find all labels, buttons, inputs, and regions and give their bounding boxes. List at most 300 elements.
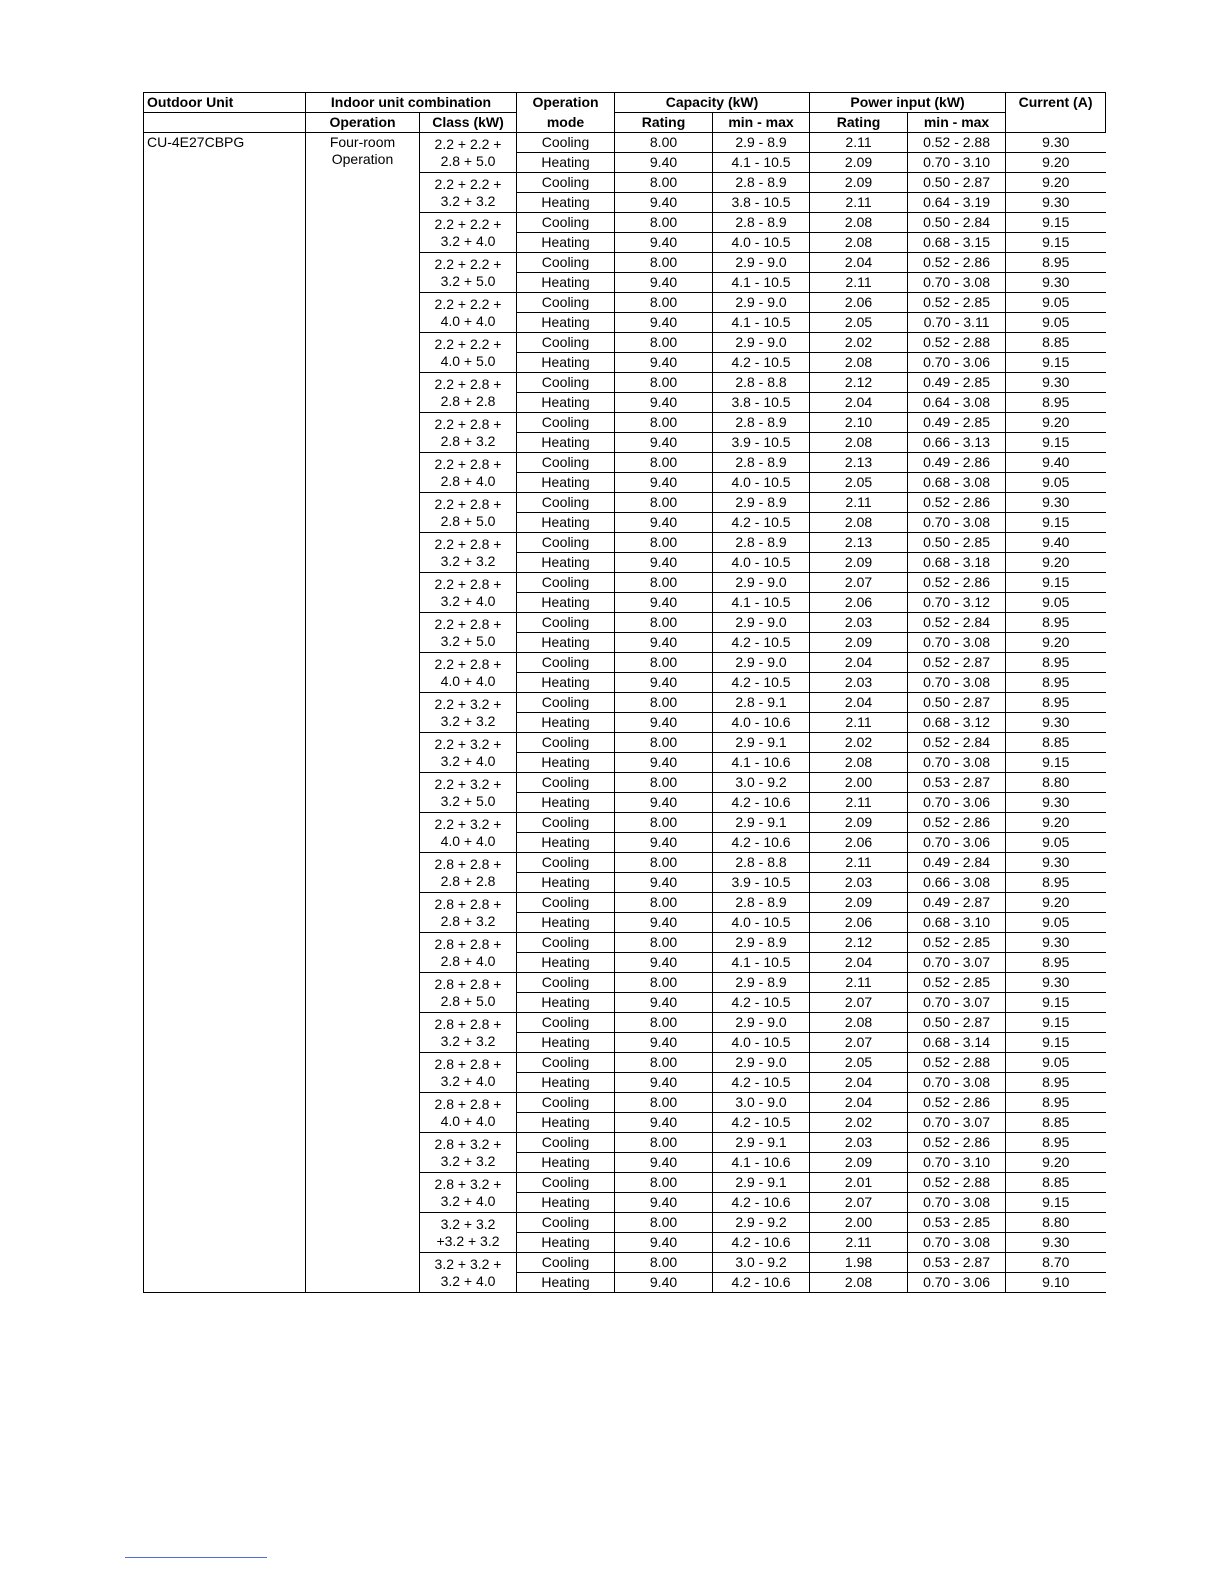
current-cell: 9.30 bbox=[1006, 713, 1106, 733]
power-rating-cell: 2.08 bbox=[810, 433, 908, 453]
class-line1: 2.2 + 3.2 + bbox=[434, 735, 502, 752]
power-rating-cell: 2.07 bbox=[810, 573, 908, 593]
capacity-min-max-cell: 4.2 - 10.5 bbox=[713, 513, 810, 533]
capacity-min-max-cell: 4.2 - 10.6 bbox=[713, 1273, 810, 1293]
class-cell bbox=[420, 333, 517, 373]
operation-mode-cell: Cooling bbox=[517, 1173, 615, 1193]
header-capacity-min-max: min - max bbox=[713, 113, 810, 133]
operation-mode-cell: Cooling bbox=[517, 1213, 615, 1233]
class-line2: 2.8 + 5.0 bbox=[440, 512, 496, 529]
class-cell bbox=[420, 133, 517, 173]
power-min-max-cell: 0.70 - 3.08 bbox=[908, 273, 1006, 293]
capacity-rating-cell: 9.40 bbox=[615, 513, 713, 533]
power-min-max-cell: 0.52 - 2.86 bbox=[908, 493, 1006, 513]
header-power-input: Power input (kW) bbox=[810, 93, 1006, 113]
power-min-max-cell: 0.49 - 2.87 bbox=[908, 893, 1006, 913]
class-cell bbox=[420, 733, 517, 773]
power-rating-cell: 2.09 bbox=[810, 153, 908, 173]
operation-mode-cell: Cooling bbox=[517, 933, 615, 953]
power-min-max-cell: 0.53 - 2.87 bbox=[908, 1253, 1006, 1273]
power-rating-cell: 2.07 bbox=[810, 1033, 908, 1053]
power-min-max-cell: 0.50 - 2.85 bbox=[908, 533, 1006, 553]
capacity-min-max-cell: 2.8 - 9.1 bbox=[713, 693, 810, 713]
power-rating-cell: 2.00 bbox=[810, 773, 908, 793]
operation-mode-cell: Heating bbox=[517, 473, 615, 493]
operation-mode-cell: Heating bbox=[517, 353, 615, 373]
current-cell: 8.95 bbox=[1006, 653, 1106, 673]
class-cell bbox=[420, 1253, 517, 1293]
capacity-min-max-cell: 2.9 - 9.0 bbox=[713, 333, 810, 353]
capacity-rating-cell: 9.40 bbox=[615, 313, 713, 333]
current-cell: 9.15 bbox=[1006, 353, 1106, 373]
current-cell: 8.95 bbox=[1006, 1073, 1106, 1093]
class-line2: 3.2 + 4.0 bbox=[440, 1272, 496, 1289]
capacity-rating-cell: 8.00 bbox=[615, 213, 713, 233]
capacity-min-max-cell: 2.9 - 9.0 bbox=[713, 653, 810, 673]
power-min-max-cell: 0.50 - 2.87 bbox=[908, 693, 1006, 713]
capacity-rating-cell: 8.00 bbox=[615, 373, 713, 393]
power-rating-cell: 2.09 bbox=[810, 633, 908, 653]
class-line1: 2.8 + 2.8 + bbox=[434, 935, 502, 952]
power-rating-cell: 2.09 bbox=[810, 553, 908, 573]
class-line2: 3.2 + 5.0 bbox=[440, 272, 496, 289]
operation-mode-cell: Heating bbox=[517, 993, 615, 1013]
class-cell bbox=[420, 893, 517, 933]
operation-mode-cell: Heating bbox=[517, 193, 615, 213]
capacity-min-max-cell: 2.8 - 8.9 bbox=[713, 213, 810, 233]
capacity-rating-cell: 8.00 bbox=[615, 333, 713, 353]
class-cell bbox=[420, 573, 517, 613]
current-cell: 9.15 bbox=[1006, 513, 1106, 533]
current-cell: 9.30 bbox=[1006, 933, 1106, 953]
operation-mode-cell: Heating bbox=[517, 593, 615, 613]
class-line1: 2.2 + 2.8 + bbox=[434, 495, 502, 512]
current-cell: 9.15 bbox=[1006, 573, 1106, 593]
capacity-min-max-cell: 4.2 - 10.5 bbox=[713, 633, 810, 653]
capacity-min-max-cell: 3.0 - 9.0 bbox=[713, 1093, 810, 1113]
operation-mode-cell: Heating bbox=[517, 1233, 615, 1253]
class-line1: 2.8 + 2.8 + bbox=[434, 1015, 502, 1032]
class-line2: 4.0 + 4.0 bbox=[440, 832, 496, 849]
header-outdoor-unit: Outdoor Unit bbox=[144, 93, 306, 113]
capacity-rating-cell: 8.00 bbox=[615, 693, 713, 713]
capacity-rating-cell: 8.00 bbox=[615, 573, 713, 593]
power-min-max-cell: 0.52 - 2.88 bbox=[908, 133, 1006, 153]
header-operation-mode-line2: mode bbox=[517, 113, 615, 133]
power-min-max-cell: 0.52 - 2.88 bbox=[908, 333, 1006, 353]
power-rating-cell: 2.03 bbox=[810, 673, 908, 693]
power-rating-cell: 2.02 bbox=[810, 333, 908, 353]
power-rating-cell: 2.11 bbox=[810, 853, 908, 873]
current-cell: 8.95 bbox=[1006, 673, 1106, 693]
current-cell: 9.30 bbox=[1006, 1233, 1106, 1253]
class-line2: 3.2 + 4.0 bbox=[440, 1192, 496, 1209]
capacity-rating-cell: 8.00 bbox=[615, 813, 713, 833]
class-line1: 2.2 + 2.2 + bbox=[434, 255, 502, 272]
capacity-rating-cell: 9.40 bbox=[615, 633, 713, 653]
operation-mode-cell: Heating bbox=[517, 913, 615, 933]
class-line2: 3.2 + 4.0 bbox=[440, 752, 496, 769]
capacity-min-max-cell: 3.0 - 9.2 bbox=[713, 773, 810, 793]
capacity-min-max-cell: 2.9 - 9.0 bbox=[713, 613, 810, 633]
current-cell: 8.95 bbox=[1006, 393, 1106, 413]
capacity-rating-cell: 8.00 bbox=[615, 773, 713, 793]
class-line1: 2.2 + 3.2 + bbox=[434, 815, 502, 832]
power-rating-cell: 2.11 bbox=[810, 193, 908, 213]
class-cell bbox=[420, 973, 517, 1013]
capacity-min-max-cell: 2.9 - 8.9 bbox=[713, 973, 810, 993]
operation-mode-cell: Heating bbox=[517, 833, 615, 853]
power-min-max-cell: 0.70 - 3.08 bbox=[908, 1233, 1006, 1253]
current-cell: 9.20 bbox=[1006, 813, 1106, 833]
power-min-max-cell: 0.68 - 3.18 bbox=[908, 553, 1006, 573]
class-cell bbox=[420, 213, 517, 253]
capacity-rating-cell: 8.00 bbox=[615, 893, 713, 913]
capacity-min-max-cell: 4.1 - 10.6 bbox=[713, 753, 810, 773]
header-operation-mode-line1: Operation bbox=[517, 93, 615, 113]
operation-mode-cell: Heating bbox=[517, 393, 615, 413]
current-cell: 9.05 bbox=[1006, 313, 1106, 333]
capacity-rating-cell: 9.40 bbox=[615, 913, 713, 933]
capacity-rating-cell: 8.00 bbox=[615, 1133, 713, 1153]
operation-mode-cell: Heating bbox=[517, 1033, 615, 1053]
power-rating-cell: 2.11 bbox=[810, 493, 908, 513]
class-cell bbox=[420, 453, 517, 493]
capacity-min-max-cell: 4.0 - 10.5 bbox=[713, 553, 810, 573]
class-line1: 2.2 + 2.2 + bbox=[434, 335, 502, 352]
current-cell: 9.20 bbox=[1006, 153, 1106, 173]
power-min-max-cell: 0.64 - 3.19 bbox=[908, 193, 1006, 213]
capacity-rating-cell: 8.00 bbox=[615, 453, 713, 473]
capacity-rating-cell: 9.40 bbox=[615, 793, 713, 813]
current-cell: 9.15 bbox=[1006, 233, 1106, 253]
class-cell bbox=[420, 413, 517, 453]
class-line1: 2.2 + 2.2 + bbox=[434, 175, 502, 192]
class-line2: 4.0 + 4.0 bbox=[440, 312, 496, 329]
capacity-rating-cell: 8.00 bbox=[615, 1253, 713, 1273]
operation-mode-cell: Cooling bbox=[517, 613, 615, 633]
operation-mode-cell: Cooling bbox=[517, 293, 615, 313]
class-line2: 3.2 + 3.2 bbox=[440, 552, 496, 569]
capacity-rating-cell: 8.00 bbox=[615, 733, 713, 753]
current-cell: 8.95 bbox=[1006, 253, 1106, 273]
class-cell bbox=[420, 653, 517, 693]
class-cell bbox=[420, 373, 517, 413]
power-min-max-cell: 0.70 - 3.07 bbox=[908, 953, 1006, 973]
class-line2: 2.8 + 2.8 bbox=[440, 392, 496, 409]
power-min-max-cell: 0.49 - 2.85 bbox=[908, 373, 1006, 393]
operation-mode-cell: Cooling bbox=[517, 813, 615, 833]
capacity-rating-cell: 8.00 bbox=[615, 173, 713, 193]
class-line1: 2.8 + 2.8 + bbox=[434, 975, 502, 992]
power-rating-cell: 2.04 bbox=[810, 1073, 908, 1093]
class-line1: 2.2 + 2.2 + bbox=[434, 135, 502, 152]
power-min-max-cell: 0.70 - 3.08 bbox=[908, 1193, 1006, 1213]
power-min-max-cell: 0.66 - 3.08 bbox=[908, 873, 1006, 893]
class-line1: 2.2 + 3.2 + bbox=[434, 775, 502, 792]
power-rating-cell: 2.02 bbox=[810, 733, 908, 753]
operation-mode-cell: Cooling bbox=[517, 1093, 615, 1113]
current-cell: 9.05 bbox=[1006, 913, 1106, 933]
class-line2: 4.0 + 4.0 bbox=[440, 1112, 496, 1129]
power-min-max-cell: 0.52 - 2.85 bbox=[908, 293, 1006, 313]
capacity-rating-cell: 9.40 bbox=[615, 873, 713, 893]
class-line2: 4.0 + 5.0 bbox=[440, 352, 496, 369]
class-line1: 2.2 + 2.8 + bbox=[434, 375, 502, 392]
class-cell bbox=[420, 493, 517, 533]
operation-mode-cell: Cooling bbox=[517, 893, 615, 913]
class-line2: +3.2 + 3.2 bbox=[436, 1232, 500, 1249]
current-cell: 9.40 bbox=[1006, 453, 1106, 473]
current-cell: 9.20 bbox=[1006, 413, 1106, 433]
current-cell: 9.20 bbox=[1006, 633, 1106, 653]
capacity-rating-cell: 9.40 bbox=[615, 273, 713, 293]
current-cell: 9.05 bbox=[1006, 293, 1106, 313]
operation-mode-cell: Heating bbox=[517, 233, 615, 253]
class-line1: 3.2 + 3.2 bbox=[440, 1215, 496, 1232]
capacity-min-max-cell: 4.1 - 10.5 bbox=[713, 953, 810, 973]
table-row bbox=[144, 133, 1106, 153]
operation-mode-cell: Heating bbox=[517, 713, 615, 733]
current-cell: 9.30 bbox=[1006, 193, 1106, 213]
capacity-min-max-cell: 4.1 - 10.5 bbox=[713, 273, 810, 293]
capacity-min-max-cell: 2.9 - 9.0 bbox=[713, 1053, 810, 1073]
power-min-max-cell: 0.53 - 2.87 bbox=[908, 773, 1006, 793]
capacity-min-max-cell: 2.8 - 8.9 bbox=[713, 413, 810, 433]
current-cell: 9.15 bbox=[1006, 993, 1106, 1013]
class-line2: 3.2 + 5.0 bbox=[440, 632, 496, 649]
current-cell: 9.30 bbox=[1006, 853, 1106, 873]
power-rating-cell: 2.11 bbox=[810, 273, 908, 293]
power-rating-cell: 2.09 bbox=[810, 173, 908, 193]
operation-mode-cell: Cooling bbox=[517, 213, 615, 233]
class-line2: 2.8 + 3.2 bbox=[440, 912, 496, 929]
current-cell: 8.95 bbox=[1006, 613, 1106, 633]
power-min-max-cell: 0.50 - 2.87 bbox=[908, 1013, 1006, 1033]
current-cell: 9.15 bbox=[1006, 753, 1106, 773]
capacity-min-max-cell: 2.9 - 9.2 bbox=[713, 1213, 810, 1233]
power-rating-cell: 2.03 bbox=[810, 873, 908, 893]
capacity-min-max-cell: 4.0 - 10.5 bbox=[713, 1033, 810, 1053]
capacity-rating-cell: 8.00 bbox=[615, 973, 713, 993]
power-min-max-cell: 0.52 - 2.86 bbox=[908, 813, 1006, 833]
class-cell bbox=[420, 773, 517, 813]
capacity-min-max-cell: 4.2 - 10.5 bbox=[713, 1113, 810, 1133]
current-cell: 9.30 bbox=[1006, 973, 1106, 993]
class-cell bbox=[420, 1013, 517, 1053]
power-min-max-cell: 0.70 - 3.08 bbox=[908, 753, 1006, 773]
power-min-max-cell: 0.52 - 2.88 bbox=[908, 1173, 1006, 1193]
class-line2: 4.0 + 4.0 bbox=[440, 672, 496, 689]
power-min-max-cell: 0.70 - 3.06 bbox=[908, 833, 1006, 853]
class-line2: 3.2 + 4.0 bbox=[440, 232, 496, 249]
power-min-max-cell: 0.68 - 3.14 bbox=[908, 1033, 1006, 1053]
current-cell: 9.30 bbox=[1006, 133, 1106, 153]
power-rating-cell: 2.01 bbox=[810, 1173, 908, 1193]
capacity-min-max-cell: 4.2 - 10.6 bbox=[713, 833, 810, 853]
power-rating-cell: 2.11 bbox=[810, 973, 908, 993]
capacity-rating-cell: 9.40 bbox=[615, 1273, 713, 1293]
operation-line1: Four-room bbox=[329, 134, 396, 150]
capacity-min-max-cell: 4.0 - 10.5 bbox=[713, 473, 810, 493]
header-indoor-unit-combination: Indoor unit combination bbox=[306, 93, 517, 113]
capacity-rating-cell: 9.40 bbox=[615, 593, 713, 613]
capacity-rating-cell: 8.00 bbox=[615, 1213, 713, 1233]
capacity-rating-cell: 8.00 bbox=[615, 253, 713, 273]
current-cell: 9.05 bbox=[1006, 593, 1106, 613]
power-rating-cell: 2.08 bbox=[810, 1013, 908, 1033]
table-body bbox=[144, 133, 1106, 1293]
operation-mode-cell: Heating bbox=[517, 1153, 615, 1173]
capacity-rating-cell: 8.00 bbox=[615, 1173, 713, 1193]
power-min-max-cell: 0.70 - 3.10 bbox=[908, 1153, 1006, 1173]
power-rating-cell: 2.05 bbox=[810, 473, 908, 493]
power-min-max-cell: 0.68 - 3.15 bbox=[908, 233, 1006, 253]
current-cell: 8.85 bbox=[1006, 1173, 1106, 1193]
power-min-max-cell: 0.70 - 3.11 bbox=[908, 313, 1006, 333]
operation-mode-cell: Heating bbox=[517, 673, 615, 693]
power-min-max-cell: 0.49 - 2.84 bbox=[908, 853, 1006, 873]
power-rating-cell: 2.04 bbox=[810, 393, 908, 413]
capacity-rating-cell: 9.40 bbox=[615, 553, 713, 573]
current-cell: 8.80 bbox=[1006, 773, 1106, 793]
header-capacity: Capacity (kW) bbox=[615, 93, 810, 113]
capacity-min-max-cell: 4.1 - 10.6 bbox=[713, 1153, 810, 1173]
capacity-rating-cell: 9.40 bbox=[615, 473, 713, 493]
power-rating-cell: 2.08 bbox=[810, 1273, 908, 1293]
power-rating-cell: 2.06 bbox=[810, 833, 908, 853]
power-rating-cell: 2.11 bbox=[810, 133, 908, 153]
header-operation: Operation bbox=[306, 113, 420, 133]
power-min-max-cell: 0.49 - 2.85 bbox=[908, 413, 1006, 433]
power-min-max-cell: 0.70 - 3.06 bbox=[908, 793, 1006, 813]
header-current-blank bbox=[1006, 113, 1106, 133]
power-min-max-cell: 0.52 - 2.86 bbox=[908, 253, 1006, 273]
current-cell: 9.40 bbox=[1006, 533, 1106, 553]
current-cell: 9.15 bbox=[1006, 1193, 1106, 1213]
capacity-min-max-cell: 2.9 - 9.0 bbox=[713, 293, 810, 313]
capacity-min-max-cell: 4.2 - 10.6 bbox=[713, 793, 810, 813]
capacity-min-max-cell: 2.9 - 8.9 bbox=[713, 493, 810, 513]
operation-mode-cell: Cooling bbox=[517, 653, 615, 673]
power-min-max-cell: 0.68 - 3.08 bbox=[908, 473, 1006, 493]
class-cell bbox=[420, 933, 517, 973]
operation-mode-cell: Cooling bbox=[517, 533, 615, 553]
power-min-max-cell: 0.53 - 2.85 bbox=[908, 1213, 1006, 1233]
class-line2: 3.2 + 3.2 bbox=[440, 192, 496, 209]
power-min-max-cell: 0.70 - 3.08 bbox=[908, 513, 1006, 533]
current-cell: 9.30 bbox=[1006, 493, 1106, 513]
class-cell bbox=[420, 813, 517, 853]
capacity-min-max-cell: 2.9 - 9.1 bbox=[713, 1173, 810, 1193]
current-cell: 9.20 bbox=[1006, 173, 1106, 193]
operation-mode-cell: Heating bbox=[517, 313, 615, 333]
capacity-min-max-cell: 3.8 - 10.5 bbox=[713, 193, 810, 213]
current-cell: 9.15 bbox=[1006, 1033, 1106, 1053]
current-cell: 9.15 bbox=[1006, 213, 1106, 233]
capacity-rating-cell: 9.40 bbox=[615, 833, 713, 853]
class-cell bbox=[420, 293, 517, 333]
operation-mode-cell: Heating bbox=[517, 953, 615, 973]
class-line1: 2.2 + 2.8 + bbox=[434, 415, 502, 432]
power-min-max-cell: 0.70 - 3.07 bbox=[908, 993, 1006, 1013]
operation-mode-cell: Cooling bbox=[517, 453, 615, 473]
capacity-rating-cell: 8.00 bbox=[615, 933, 713, 953]
capacity-min-max-cell: 2.9 - 9.1 bbox=[713, 1133, 810, 1153]
power-rating-cell: 2.08 bbox=[810, 213, 908, 233]
operation-mode-cell: Heating bbox=[517, 1073, 615, 1093]
capacity-rating-cell: 9.40 bbox=[615, 353, 713, 373]
current-cell: 8.95 bbox=[1006, 1133, 1106, 1153]
class-cell bbox=[420, 173, 517, 213]
power-min-max-cell: 0.68 - 3.12 bbox=[908, 713, 1006, 733]
class-line2: 2.8 + 5.0 bbox=[440, 992, 496, 1009]
operation-mode-cell: Heating bbox=[517, 553, 615, 573]
capacity-rating-cell: 9.40 bbox=[615, 193, 713, 213]
class-line2: 2.8 + 5.0 bbox=[440, 152, 496, 169]
current-cell: 9.20 bbox=[1006, 553, 1106, 573]
capacity-min-max-cell: 2.8 - 8.8 bbox=[713, 853, 810, 873]
operation-mode-cell: Cooling bbox=[517, 693, 615, 713]
capacity-rating-cell: 8.00 bbox=[615, 853, 713, 873]
header-current: Current (A) bbox=[1006, 93, 1106, 113]
operation-mode-cell: Cooling bbox=[517, 773, 615, 793]
capacity-rating-cell: 9.40 bbox=[615, 1033, 713, 1053]
capacity-min-max-cell: 2.8 - 8.9 bbox=[713, 173, 810, 193]
operation-mode-cell: Heating bbox=[517, 873, 615, 893]
power-rating-cell: 2.09 bbox=[810, 1153, 908, 1173]
class-line1: 2.2 + 3.2 + bbox=[434, 695, 502, 712]
current-cell: 8.80 bbox=[1006, 1213, 1106, 1233]
header-class-kw: Class (kW) bbox=[420, 113, 517, 133]
operation-mode-cell: Heating bbox=[517, 513, 615, 533]
power-rating-cell: 2.04 bbox=[810, 693, 908, 713]
class-line1: 2.8 + 2.8 + bbox=[434, 855, 502, 872]
operation-mode-cell: Cooling bbox=[517, 133, 615, 153]
capacity-rating-cell: 9.40 bbox=[615, 1153, 713, 1173]
capacity-min-max-cell: 4.0 - 10.5 bbox=[713, 913, 810, 933]
capacity-rating-cell: 9.40 bbox=[615, 953, 713, 973]
class-cell bbox=[420, 533, 517, 573]
power-rating-cell: 2.04 bbox=[810, 953, 908, 973]
current-cell: 8.95 bbox=[1006, 693, 1106, 713]
operation-mode-cell: Heating bbox=[517, 1113, 615, 1133]
capacity-rating-cell: 8.00 bbox=[615, 653, 713, 673]
capacity-min-max-cell: 2.9 - 9.0 bbox=[713, 253, 810, 273]
capacity-min-max-cell: 4.2 - 10.6 bbox=[713, 1193, 810, 1213]
power-rating-cell: 2.04 bbox=[810, 653, 908, 673]
operation-mode-cell: Cooling bbox=[517, 173, 615, 193]
header-outdoor-unit-blank bbox=[144, 113, 306, 133]
operation-mode-cell: Cooling bbox=[517, 1133, 615, 1153]
capacity-min-max-cell: 2.8 - 8.8 bbox=[713, 373, 810, 393]
capacity-rating-cell: 9.40 bbox=[615, 1113, 713, 1133]
current-cell: 9.30 bbox=[1006, 793, 1106, 813]
current-cell: 9.20 bbox=[1006, 1153, 1106, 1173]
capacity-rating-cell: 9.40 bbox=[615, 713, 713, 733]
class-line1: 2.8 + 3.2 + bbox=[434, 1135, 502, 1152]
capacity-rating-cell: 8.00 bbox=[615, 133, 713, 153]
header-capacity-rating: Rating bbox=[615, 113, 713, 133]
capacity-rating-cell: 8.00 bbox=[615, 613, 713, 633]
power-rating-cell: 2.08 bbox=[810, 513, 908, 533]
current-cell: 8.95 bbox=[1006, 873, 1106, 893]
power-min-max-cell: 0.70 - 3.08 bbox=[908, 1073, 1006, 1093]
class-line2: 2.8 + 4.0 bbox=[440, 472, 496, 489]
outdoor-unit-cell: CU-4E27CBPG bbox=[144, 133, 306, 1293]
capacity-rating-cell: 8.00 bbox=[615, 493, 713, 513]
power-min-max-cell: 0.52 - 2.87 bbox=[908, 653, 1006, 673]
